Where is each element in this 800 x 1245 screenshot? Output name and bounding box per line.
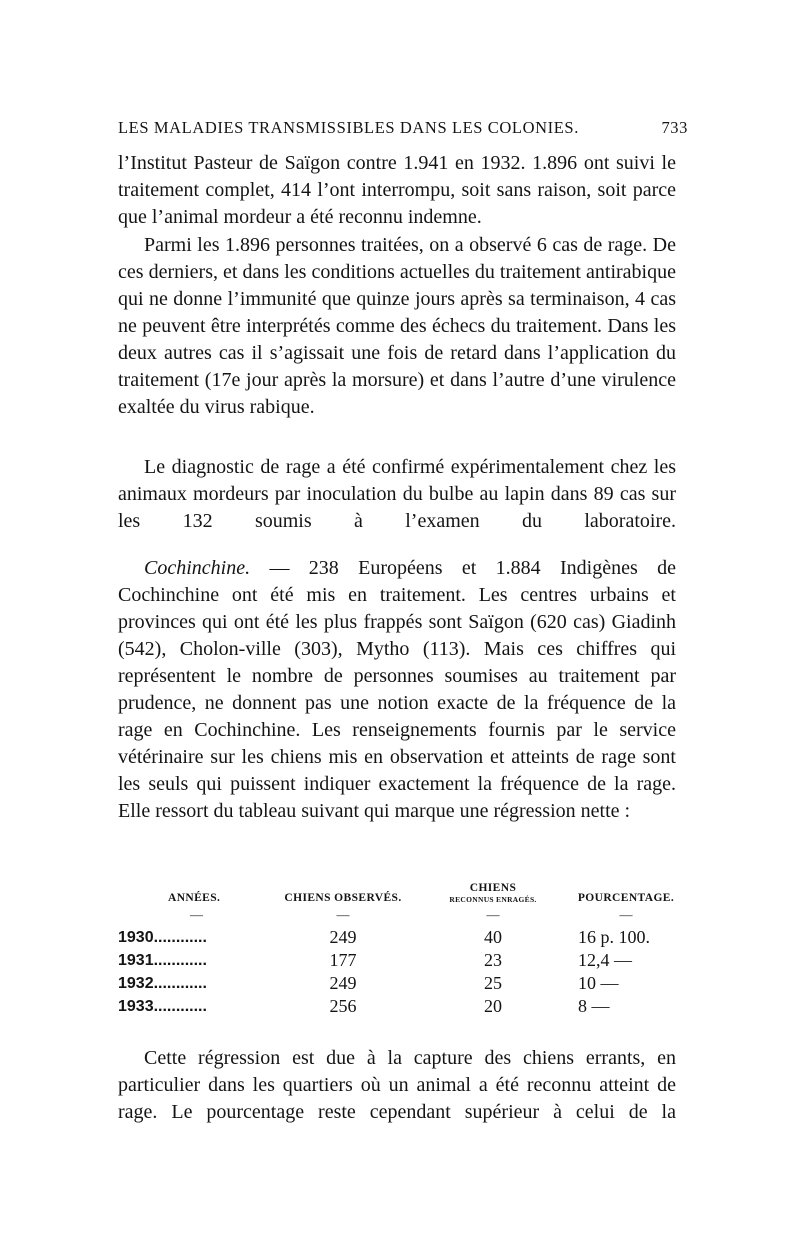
paragraph-cas-de-rage <box>118 232 676 421</box>
running-head-title: LES MALADIES TRANSMISSIBLES DANS LES COLONIES. <box>118 118 579 137</box>
region-heading: Cochinchine. <box>144 557 251 579</box>
year-cell: 1933............ <box>118 997 207 1015</box>
paragraph-regression <box>118 1045 676 1126</box>
paragraph-cochinchine <box>118 555 676 825</box>
header-rabid-top: CHIENS <box>469 882 517 894</box>
table-dash-row <box>118 904 684 926</box>
header-rabid <box>418 868 568 904</box>
rabid-cell: 23 <box>484 950 502 970</box>
rabid-cell: 40 <box>484 927 502 947</box>
header-percent: POURCENTAGE. <box>577 892 675 904</box>
table-row <box>118 949 684 972</box>
percent-cell: 10 — <box>578 973 619 993</box>
table-row <box>118 995 684 1018</box>
year-cell: 1931............ <box>118 951 207 969</box>
table-header-row <box>118 868 684 904</box>
paragraph-regression-text: Cette régression est due à la capture des chiens errants, en particulier dans les quartiers où un animal a été reconnu atteint de rage. Le pourcentage reste cependant supérieur à celui de la <box>118 1047 676 1123</box>
paragraph-cas-de-rage-text: Parmi les 1.896 personnes traitées, on a observé 6 cas de rage. De ces derniers, et dans les conditions actuelles du traitement antirabique qui ne donne l’immunité que quinze jours après sa terminaison, 4 cas ne peuvent être interprétés comme des échecs du traitement. Dans les deux autres cas il s’agissait une fois de retard dans l’application du traitement (17e jour après la morsure) et dans l’autre d’une virulence exaltée du virus rabique. <box>118 234 676 418</box>
table-row <box>118 926 684 949</box>
paragraph-diagnostic-text: Le diagnostic de rage a été confirmé expérimentalement chez les animaux mordeurs par inoculation du bulbe au lapin dans 89 cas sur les 132 soumis à l’examen du laboratoire. <box>118 456 676 532</box>
dash: — <box>190 907 203 922</box>
table-row <box>118 972 684 995</box>
year-cell: 1930............ <box>118 928 207 946</box>
header-years: ANNÉES. <box>168 892 221 904</box>
paragraph-institut-pasteur: l’Institut Pasteur de Saïgon contre 1.941 en 1932. 1.896 ont suivi le traitement complet, 414 l’ont interrompu, soit sans raison, soit parce que l’animal mordeur a été reconnu indemne. <box>118 152 676 228</box>
header-observed: CHIENS OBSERVÉS. <box>284 892 402 904</box>
rabies-statistics-table <box>118 868 684 1018</box>
observed-cell: 249 <box>329 973 357 993</box>
observed-cell: 249 <box>329 927 357 947</box>
dash: — <box>486 907 500 922</box>
observed-cell: 256 <box>329 996 357 1016</box>
percent-cell: 12,4 — <box>578 950 632 970</box>
header-rabid-bottom: RECONNUS ENRAGÉS. <box>449 895 537 904</box>
rabid-cell: 25 <box>484 973 502 993</box>
running-head <box>118 118 688 138</box>
paragraph-diagnostic <box>118 454 676 535</box>
dash: — <box>619 907 633 922</box>
page-number: 733 <box>661 118 688 137</box>
dash: — <box>336 907 350 922</box>
percent-cell: 8 — <box>578 996 610 1016</box>
rabid-cell: 20 <box>484 996 502 1016</box>
percent-cell: 16 p. 100. <box>578 927 650 947</box>
year-cell: 1932............ <box>118 974 207 992</box>
observed-cell: 177 <box>329 950 357 970</box>
paragraph-cochinchine-text: — 238 Européens et 1.884 Indigènes de Cochinchine ont été mis en traitement. Les centres urbains et provinces qui ont été les plus frappés sont Saïgon (620 cas) Giadinh (542), Cholon-ville (303), Mytho (113). Mais ces chiffres qui représentent le nombre de personnes soumises au traitement par prudence, ne donnent pas une notion exacte de la fréquence de la rage en Cochinchine. Les renseignements fournis par le service vétérinaire sur les chiens mis en observation et atteints de rage sont les seuls qui puissent indiquer exactement la fréquence de la rage. Elle ressort du tableau suivant qui marque une régression nette : <box>118 557 676 822</box>
